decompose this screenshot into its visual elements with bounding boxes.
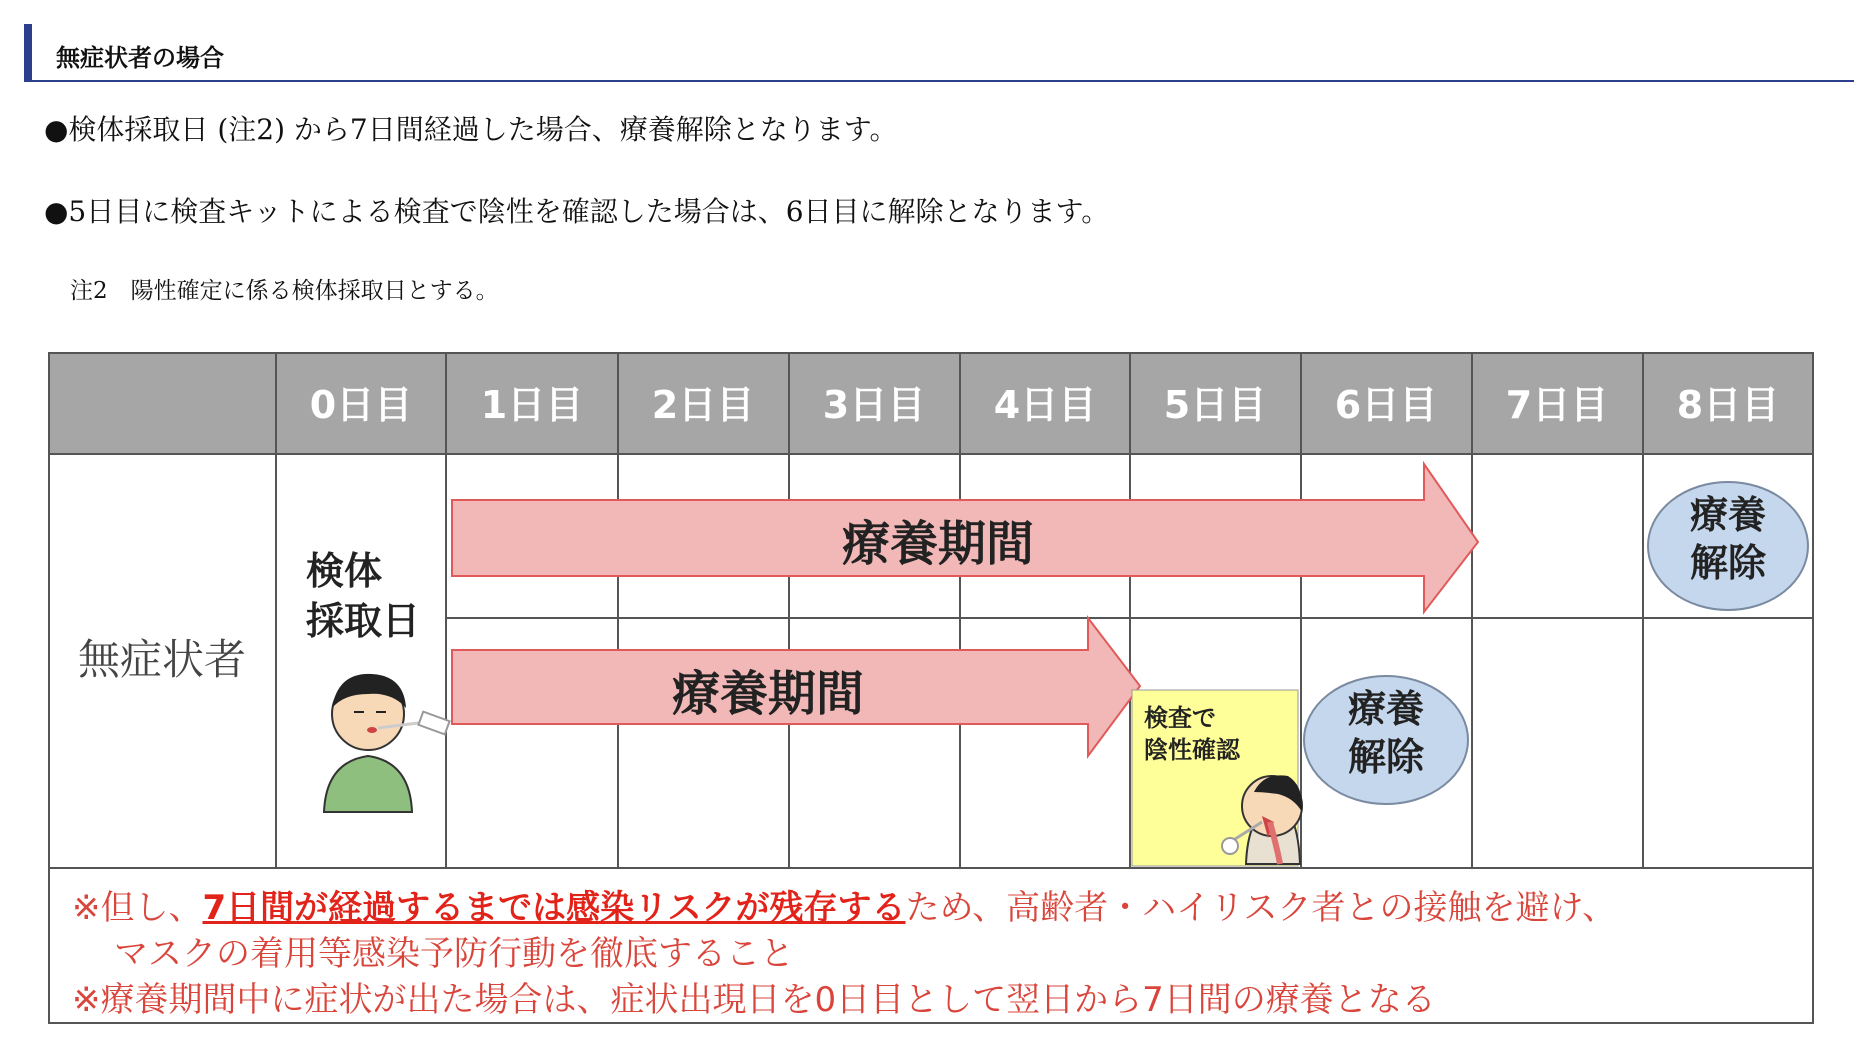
release2-line2: 解除: [1347, 735, 1425, 779]
section-header: [24, 24, 1854, 82]
release2-line1: 療養: [1347, 687, 1425, 731]
footnote-line-2: マスクの着用等感染予防行動を徹底すること: [114, 934, 794, 974]
day-header-2: 2日目: [651, 383, 755, 427]
release1-line2: 解除: [1689, 541, 1767, 585]
day-header-6: 6日目: [1334, 383, 1438, 427]
sample-label-line2: 採取日: [306, 599, 421, 643]
day-header-0: 0日目: [309, 383, 413, 427]
isolation-timeline-figure: [48, 352, 1816, 1026]
day-header-5: 5日目: [1163, 383, 1267, 427]
row-label-asymptomatic: 無症状者: [77, 635, 247, 684]
day-header-7: 7日目: [1505, 383, 1609, 427]
footnote-line-1: [72, 880, 1616, 929]
person-swab-illustration: [324, 674, 450, 812]
day-header-8: 8日目: [1676, 383, 1780, 427]
footnote-suffix: ため、高齢者・ハイリスク者との接触を避け、: [905, 888, 1617, 928]
test-note-line2: 陰性確認: [1144, 736, 1240, 764]
sample-label-line1: 検体: [306, 549, 383, 593]
rule-line-2: ●5日目に検査キットによる検査で陰性を確認した場合は、6日目に解除となります。: [44, 195, 1110, 228]
arrow2-label: 療養期間: [671, 666, 865, 722]
footnote-emphasis: 7日間が経過するまでは感染リスクが残存する: [202, 888, 906, 928]
rule-line-1: ●検体採取日 (注2) から7日間経過した場合、療養解除となります。: [44, 113, 898, 146]
release1-line1: 療養: [1689, 493, 1767, 537]
footnote-2: 注2 陽性確定に係る検体採取日とする。: [70, 278, 499, 304]
test-note-line1: 検査で: [1144, 704, 1216, 732]
arrow1-label: 療養期間: [841, 516, 1035, 572]
day-header-3: 3日目: [822, 383, 926, 427]
footnote-line-3: ※療養期間中に症状が出た場合は、症状出現日を0日目として翌日から7日間の療養となる: [72, 980, 1436, 1020]
section-title: 無症状者の場合: [56, 43, 224, 72]
day-header-4: 4日目: [993, 383, 1097, 427]
footnote-prefix: ※但し、: [72, 888, 203, 928]
day-header-1: 1日目: [480, 383, 584, 427]
